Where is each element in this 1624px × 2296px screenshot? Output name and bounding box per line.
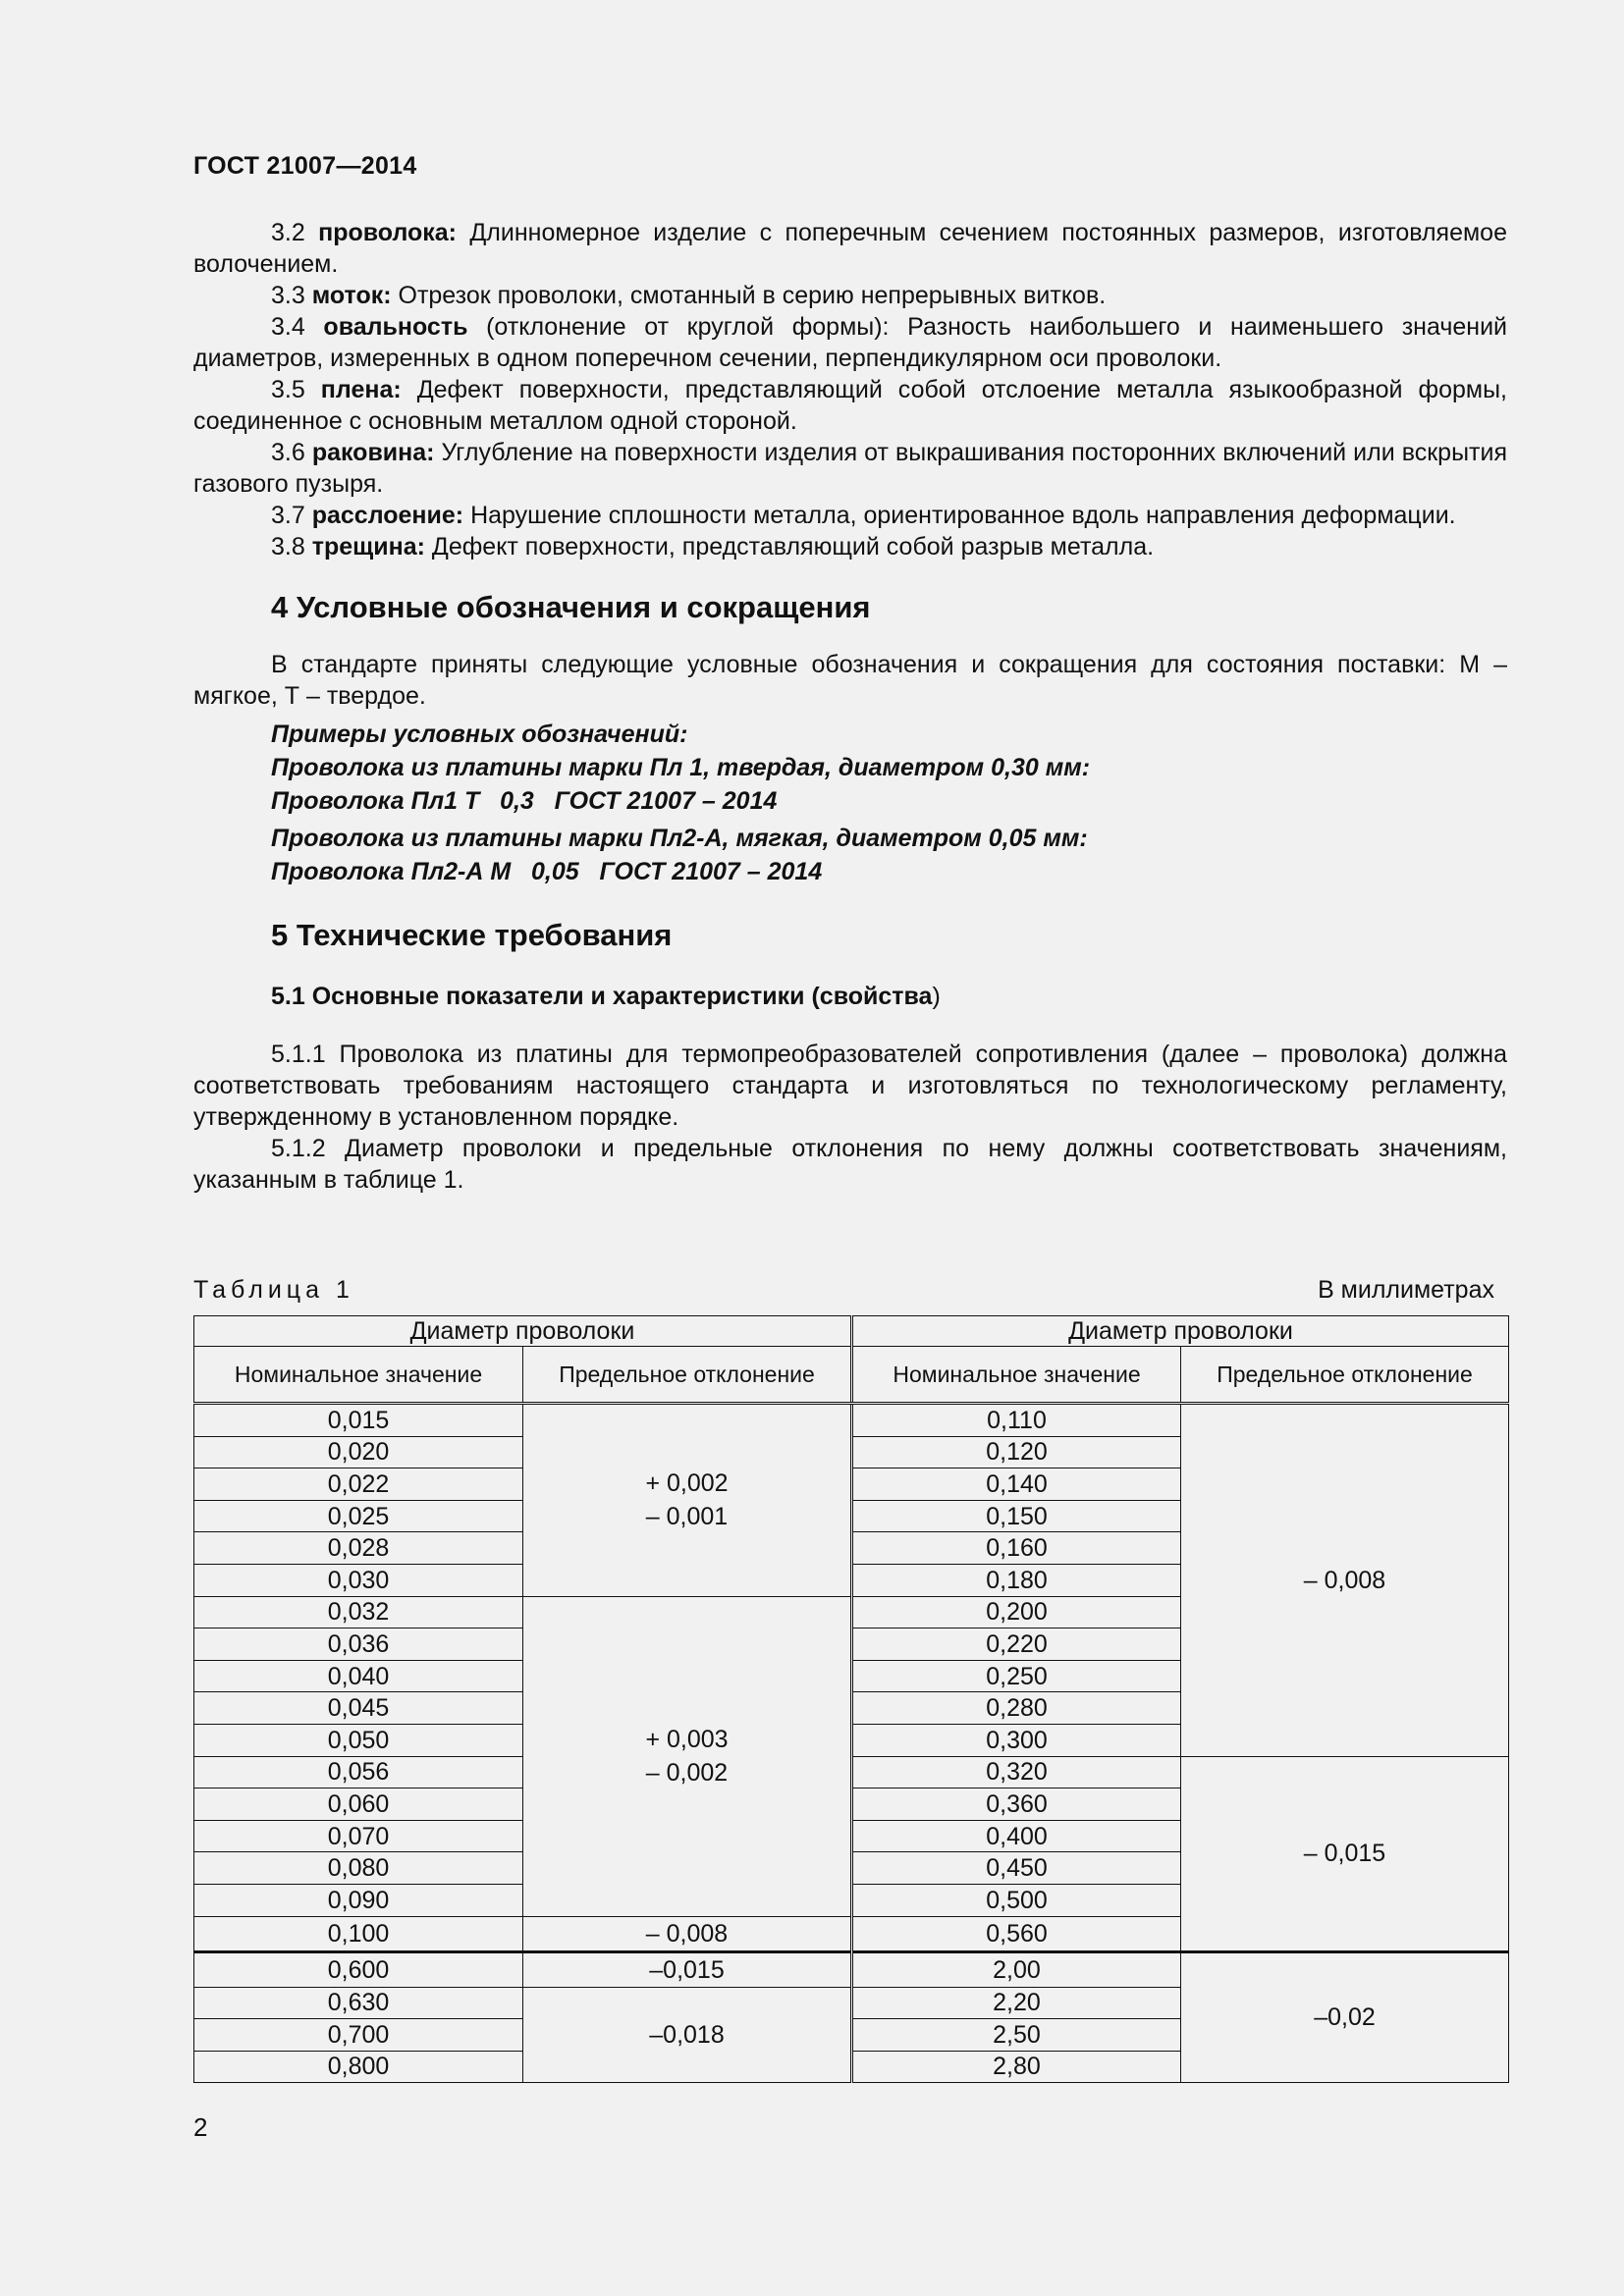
nominal-value-left: 0,032: [194, 1596, 523, 1629]
col-header-nominal-left: Номинальное значение: [194, 1347, 523, 1404]
nominal-value-right: 0,180: [852, 1564, 1181, 1596]
nominal-value-right: 0,560: [852, 1916, 1181, 1951]
nominal-value-right: 0,150: [852, 1500, 1181, 1532]
section-5-1-title: 5.1 Основные показатели и характеристики (свойства): [271, 983, 941, 1010]
example-2-code: Проволока Пл2-А М 0,05 ГОСТ 21007 – 2014: [271, 858, 823, 885]
nominal-value-left: 0,030: [194, 1564, 523, 1596]
deviation-left: – 0,008: [523, 1916, 852, 1951]
nominal-value-right: 0,320: [852, 1756, 1181, 1789]
definition-number: 3.8: [271, 533, 305, 561]
nominal-value-left: 0,015: [194, 1404, 523, 1437]
nominal-value-left: 0,100: [194, 1916, 523, 1951]
deviation-left: + 0,003 – 0,002: [523, 1596, 852, 1916]
nominal-value-right: 0,160: [852, 1532, 1181, 1565]
group-header-right: Диаметр проволоки: [852, 1316, 1509, 1347]
col-header-nominal-right: Номинальное значение: [852, 1347, 1181, 1404]
definition-term: расслоение:: [311, 502, 464, 529]
definition-text: Дефект поверхности, представляющий собой разрыв металла.: [424, 533, 1155, 561]
examples-title: Примеры условных обозначений:: [271, 721, 688, 748]
nominal-value-right: 2,20: [852, 1987, 1181, 2019]
nominal-value-right: 0,450: [852, 1852, 1181, 1885]
table-caption: [193, 1276, 1507, 1308]
definition-number: 3.5: [271, 376, 305, 403]
table-row: [194, 1404, 1509, 1437]
section-4-intro: В стандарте приняты следующие условные обозначения и сокращения для состояния поставки: М – мягкое, Т – твердое.: [193, 651, 1507, 710]
nominal-value-right: 0,120: [852, 1436, 1181, 1468]
nominal-value-left: 0,028: [194, 1532, 523, 1565]
page-number: 2: [193, 2112, 208, 2142]
document-header: ГОСТ 21007—2014: [193, 152, 417, 180]
nominal-value-right: 2,00: [852, 1951, 1181, 1987]
nominal-value-left: 0,080: [194, 1852, 523, 1885]
nominal-value-left: 0,020: [194, 1436, 523, 1468]
nominal-value-left: 0,600: [194, 1951, 523, 1987]
section-4-title: 4 Условные обозначения и сокращения: [271, 590, 871, 624]
nominal-value-right: 2,80: [852, 2051, 1181, 2083]
definition-text: Углубление на поверхности изделия от выкрашивания посторонних включений или вскрытия газового пузыря.: [193, 439, 1507, 498]
definition-item: [193, 280, 1507, 311]
nominal-value-right: 0,360: [852, 1789, 1181, 1821]
definition-item: [193, 217, 1507, 280]
nominal-value-left: 0,800: [194, 2051, 523, 2083]
definition-number: 3.3: [271, 282, 305, 309]
deviation-right: – 0,015: [1181, 1756, 1509, 1951]
nominal-value-right: 0,220: [852, 1629, 1181, 1661]
paragraph-5-1-2: 5.1.2 Диаметр проволоки и предельные отклонения по нему должны соответствовать значениям, указанным в таблице 1.: [193, 1135, 1507, 1194]
definition-text: Отрезок проволоки, смотанный в серию непрерывных витков.: [391, 282, 1107, 309]
definition-item: [193, 311, 1507, 374]
nominal-value-left: 0,050: [194, 1724, 523, 1756]
deviation-left: –0,015: [523, 1951, 852, 1987]
col-header-deviation-left: Предельное отклонение: [523, 1347, 852, 1404]
nominal-value-left: 0,070: [194, 1820, 523, 1852]
example-2-description: Проволока из платины марки Пл2-А, мягкая, диаметром 0,05 мм:: [271, 825, 1088, 852]
definition-text: Дефект поверхности, представляющий собой отслоение металла языкообразной формы, соединенное с основным металлом одной стороной.: [193, 376, 1507, 435]
nominal-value-left: 0,022: [194, 1468, 523, 1501]
deviation-right: – 0,008: [1181, 1404, 1509, 1757]
example-1-code: Проволока Пл1 Т 0,3 ГОСТ 21007 – 2014: [271, 787, 778, 815]
table-units: В миллиметрах: [1318, 1276, 1494, 1304]
nominal-value-left: 0,090: [194, 1884, 523, 1916]
definition-term: трещина:: [311, 533, 425, 561]
nominal-value-right: 2,50: [852, 2019, 1181, 2052]
col-header-deviation-right: Предельное отклонение: [1181, 1347, 1509, 1404]
nominal-value-left: 0,025: [194, 1500, 523, 1532]
nominal-value-right: 0,110: [852, 1404, 1181, 1437]
definitions-list: [193, 217, 1507, 562]
definition-term: раковина:: [311, 439, 435, 466]
definition-text: (отклонение от круглой формы): Разность наибольшего и наименьшего значений диаметров, измеренных в одном поперечном сечении, перпендикулярном оси проволоки.: [193, 313, 1507, 372]
definition-term: плена:: [320, 376, 402, 403]
section-5-title: 5 Технические требования: [271, 918, 673, 952]
nominal-value-left: 0,056: [194, 1756, 523, 1789]
nominal-value-right: 0,400: [852, 1820, 1181, 1852]
definition-item: [193, 374, 1507, 437]
definition-number: 3.7: [271, 502, 305, 529]
nominal-value-left: 0,036: [194, 1629, 523, 1661]
table-row: [194, 1756, 1509, 1789]
definition-number: 3.2: [271, 219, 305, 246]
deviation-left: + 0,002 – 0,001: [523, 1404, 852, 1597]
definition-term: моток:: [311, 282, 392, 309]
nominal-value-right: 0,200: [852, 1596, 1181, 1629]
definition-number: 3.6: [271, 439, 305, 466]
definition-item: [193, 531, 1507, 562]
document-body: [193, 217, 1507, 1196]
nominal-value-right: 0,280: [852, 1692, 1181, 1725]
nominal-value-right: 0,140: [852, 1468, 1181, 1501]
deviation-right: –0,02: [1181, 1951, 1509, 2083]
paragraph-5-1-1: 5.1.1 Проволока из платины для термопреобразователей сопротивления (далее – проволока) должна соответствовать требованиям настоящего стандарта и изготовляться по технологическому регламенту, утвержденному в установленном порядке.: [193, 1041, 1507, 1131]
definition-term: овальность: [323, 313, 468, 341]
nominal-value-right: 0,300: [852, 1724, 1181, 1756]
nominal-value-right: 0,250: [852, 1660, 1181, 1692]
definition-term: проволока:: [318, 219, 458, 246]
nominal-value-left: 0,700: [194, 2019, 523, 2052]
nominal-value-right: 0,500: [852, 1884, 1181, 1916]
example-1-description: Проволока из платины марки Пл 1, твердая, диаметром 0,30 мм:: [271, 754, 1091, 781]
deviation-left: –0,018: [523, 1987, 852, 2083]
definition-item: [193, 437, 1507, 500]
nominal-value-left: 0,045: [194, 1692, 523, 1725]
definition-item: [193, 500, 1507, 531]
nominal-value-left: 0,060: [194, 1789, 523, 1821]
table-title: Таблица 1: [193, 1276, 354, 1304]
diameter-table: [193, 1315, 1509, 2083]
definition-text: Длинномерное изделие с поперечным сечением постоянных размеров, изготовляемое волочением.: [193, 219, 1507, 278]
table-row: [194, 1951, 1509, 1987]
definition-text: Нарушение сплошности металла, ориентированное вдоль направления деформации.: [463, 502, 1456, 529]
group-header-left: Диаметр проволоки: [194, 1316, 852, 1347]
nominal-value-left: 0,040: [194, 1660, 523, 1692]
definition-number: 3.4: [271, 313, 305, 341]
nominal-value-left: 0,630: [194, 1987, 523, 2019]
